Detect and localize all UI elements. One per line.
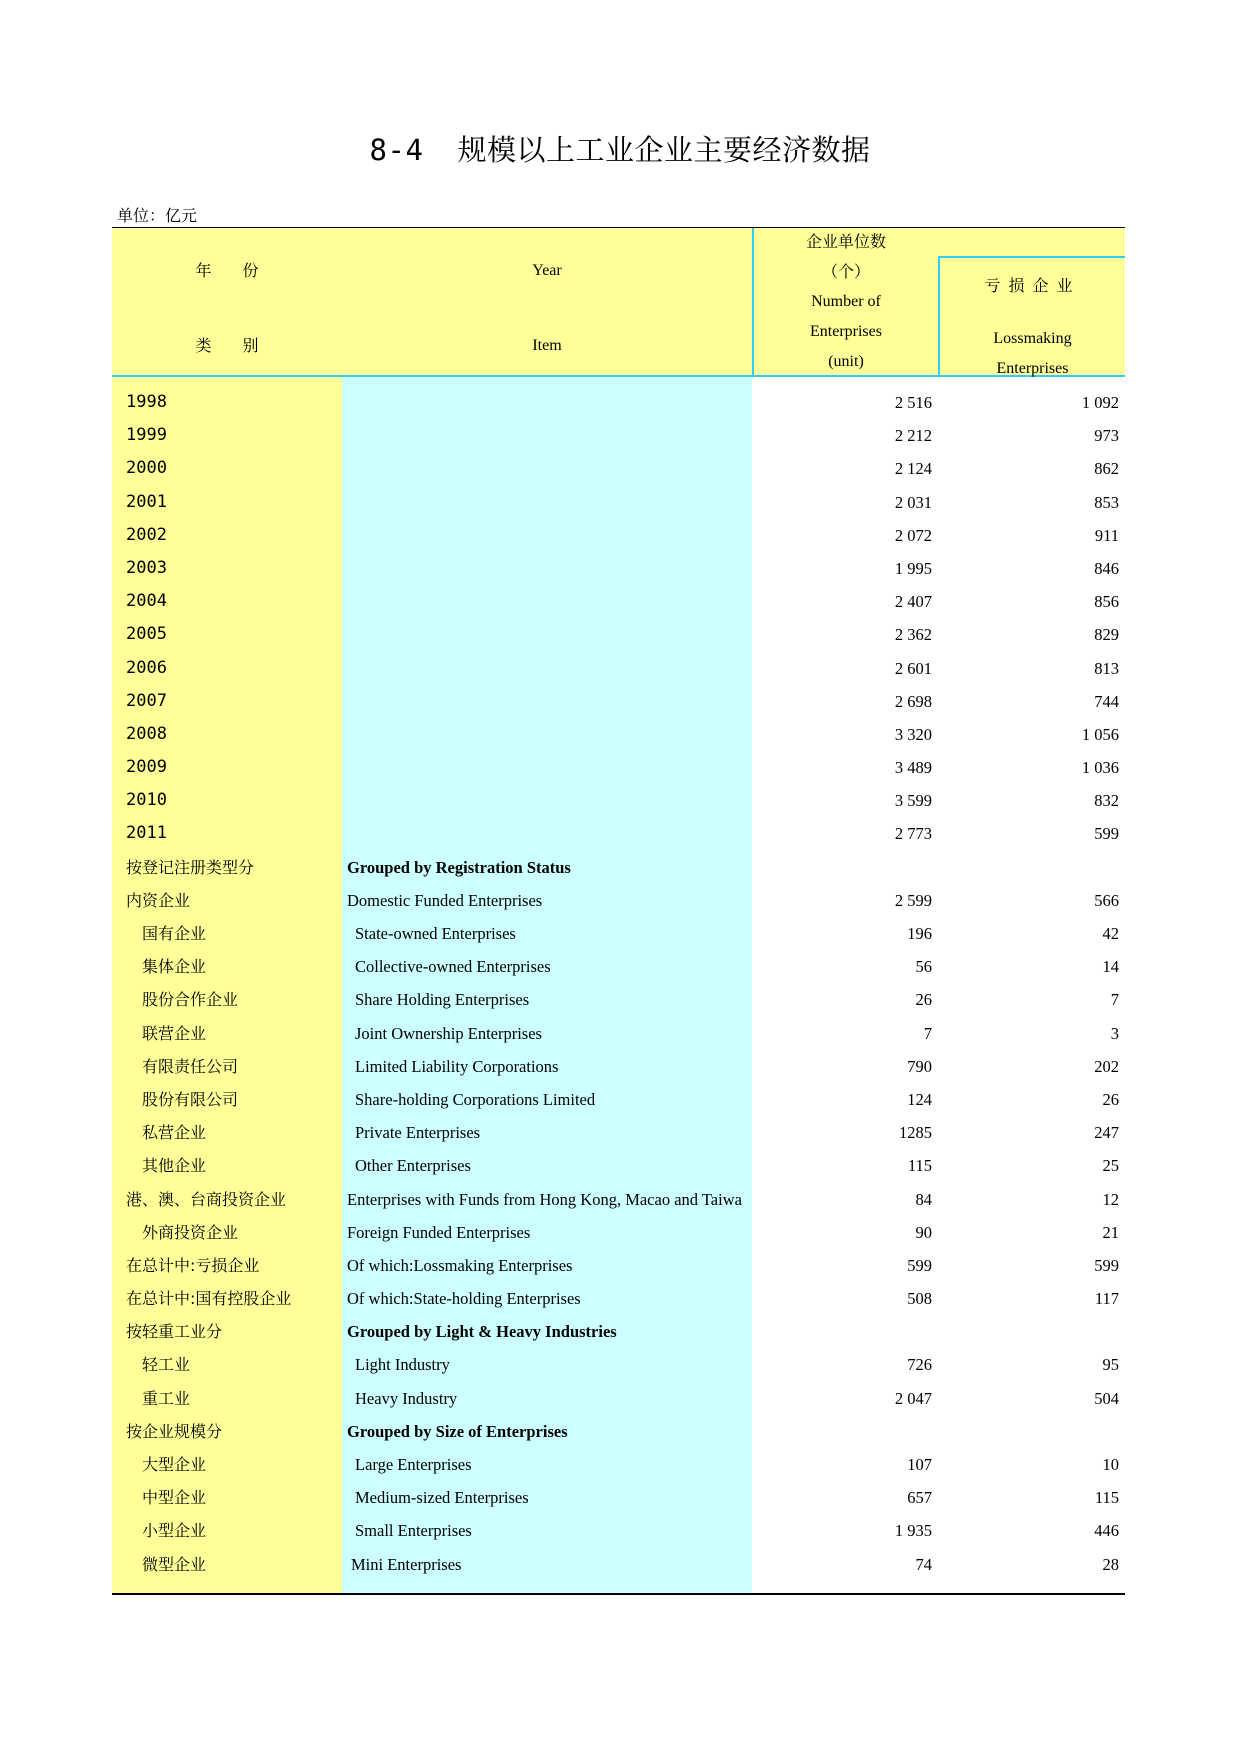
lossmaking-count-cell: 14 [1102,957,1119,977]
table-row [112,486,1125,519]
header-year-en: Year [532,262,562,279]
lossmaking-count-cell: 25 [1102,1156,1119,1176]
table-row [112,452,1125,485]
lossmaking-count-cell: 829 [1094,625,1119,645]
row-label-cn: 2011 [126,823,167,844]
row-label-en: Grouped by Size of Enterprises [347,1421,568,1441]
lossmaking-count-cell: 115 [1094,1488,1119,1508]
row-label-cn: 在总计中:国有控股企业 [126,1289,292,1309]
enterprises-count-cell: 56 [915,957,932,977]
row-label-en: Of which:Lossmaking Enterprises [347,1255,573,1275]
lossmaking-count-cell: 599 [1094,824,1119,844]
enterprises-count-cell: 3 489 [894,758,932,778]
row-label-cn: 1998 [126,392,167,412]
row-label-en: Share-holding Corporations Limited [355,1089,596,1109]
row-label-cn: 股份合作企业 [142,990,239,1010]
table-row [112,1382,1125,1415]
header-enterprises-en3: (unit) [828,353,864,370]
row-label-cn: 2009 [126,757,167,778]
table-row [112,1315,1125,1348]
lossmaking-count-cell: 1 036 [1081,758,1119,778]
table-row [112,718,1125,751]
table-row [112,1050,1125,1083]
enterprises-count-cell: 1285 [899,1123,932,1143]
enterprises-count-cell: 726 [907,1355,932,1375]
row-label-en: Grouped by Light & Heavy Industries [347,1322,617,1342]
row-label-cn: 中型企业 [142,1488,207,1508]
lossmaking-count-cell: 26 [1102,1089,1119,1109]
row-label-cn: 在总计中:亏损企业 [126,1255,260,1275]
table-row [112,1282,1125,1315]
header-year-cn: 年 份 [195,261,259,280]
enterprises-count-cell: 7 [923,1023,932,1043]
row-label-cn: 2010 [126,790,167,811]
enterprises-count-cell: 115 [907,1156,932,1176]
unit-label: 单位：亿元 [117,206,198,225]
table-row [112,685,1125,718]
row-label-cn: 港、澳、台商投资企业 [126,1189,287,1209]
lossmaking-count-cell: 973 [1094,426,1119,446]
lossmaking-count-cell: 911 [1094,525,1119,545]
table-row [112,386,1125,419]
table-row [112,1017,1125,1050]
row-label-cn: 有限责任公司 [142,1056,239,1076]
row-label-en: Heavy Industry [355,1388,458,1408]
enterprises-count-cell: 2 212 [894,426,932,446]
enterprises-count-cell: 124 [907,1089,932,1109]
enterprises-count-cell: 3 599 [894,791,932,811]
enterprises-count-cell: 657 [907,1488,932,1508]
enterprises-count-cell: 2 599 [894,890,932,910]
row-label-en: Small Enterprises [355,1521,472,1541]
lossmaking-count-cell: 813 [1094,658,1119,678]
enterprises-count-cell: 2 601 [894,658,932,678]
row-label-cn: 大型企业 [142,1455,207,1474]
table-row [112,751,1125,784]
bottom-rule [112,1593,1125,1595]
row-label-cn: 集体企业 [142,957,207,977]
row-label-en: Medium-sized Enterprises [355,1488,529,1508]
table-row [112,1083,1125,1116]
header-lossmaking-cn: 亏损企业 [984,276,1081,295]
enterprises-count-cell: 90 [915,1222,932,1242]
top-rule [112,227,1125,228]
table-row [112,884,1125,917]
table-row [112,1149,1125,1182]
row-label-en: Joint Ownership Enterprises [355,1023,542,1043]
header-lossmaking-en1: Lossmaking [993,330,1072,347]
header-item-en: Item [532,337,562,354]
table-row [112,851,1125,884]
enterprises-count-cell: 74 [915,1554,932,1574]
row-label-cn: 按企业规模分 [126,1421,223,1441]
row-label-en: Large Enterprises [355,1455,472,1474]
lossmaking-count-cell: 504 [1094,1388,1119,1408]
enterprises-count-cell: 1 935 [894,1521,932,1541]
enterprises-count-cell: 84 [915,1189,932,1209]
row-label-cn: 2001 [126,491,167,512]
row-label-cn: 国有企业 [142,924,207,943]
header-item-cn: 类 别 [195,336,259,355]
row-label-cn: 内资企业 [126,890,191,910]
table-row [112,1216,1125,1249]
table-row [112,983,1125,1016]
row-label-cn: 2005 [126,624,167,645]
row-label-en: Of which:State-holding Enterprises [347,1289,581,1309]
lossmaking-count-cell: 95 [1102,1355,1119,1375]
table-row [112,784,1125,817]
row-label-cn: 重工业 [142,1388,191,1408]
header-enterprises-en2: Enterprises [810,323,882,340]
row-label-en: Enterprises with Funds from Hong Kong, Macao and Taiwa [347,1189,742,1209]
lossmaking-count-cell: 7 [1110,990,1119,1010]
row-label-en: Other Enterprises [355,1156,471,1176]
table-title: 规模以上工业企业主要经济数据 [457,133,871,167]
lossmaking-count-cell: 853 [1094,492,1119,512]
header-enterprises-cn: 企业单位数 [805,232,886,251]
enterprises-count-cell: 26 [915,990,932,1010]
row-label-cn: 2007 [126,690,167,711]
table-row [112,1183,1125,1216]
row-label-cn: 联营企业 [142,1023,207,1043]
table-row [112,618,1125,651]
row-label-en: Limited Liability Corporations [355,1056,559,1076]
lossmaking-count-cell: 21 [1102,1222,1119,1242]
enterprises-count-cell: 2 362 [894,625,932,645]
enterprises-count-cell: 599 [907,1255,932,1275]
row-label-cn: 小型企业 [142,1521,207,1541]
lossmaking-count-cell: 1 092 [1081,393,1119,412]
enterprises-count-cell: 508 [907,1289,932,1309]
table-row [112,1415,1125,1448]
enterprises-count-cell: 2 031 [894,492,932,512]
enterprises-count-cell: 1 995 [894,558,932,578]
lossmaking-header-rule [938,256,1125,258]
row-label-en: Mini Enterprises [351,1554,462,1574]
row-label-cn: 微型企业 [142,1554,207,1574]
header-lossmaking [940,271,1125,384]
enterprises-count-cell: 2 124 [894,459,932,479]
enterprises-count-cell: 2 047 [894,1388,932,1408]
lossmaking-count-cell: 744 [1094,691,1119,711]
row-label-en: Grouped by Registration Status [347,857,571,877]
enterprises-count-cell: 2 773 [894,824,932,844]
row-label-cn: 外商投资企业 [142,1222,239,1242]
row-label-cn: 股份有限公司 [142,1089,239,1109]
enterprises-count-cell: 2 072 [894,525,932,545]
row-label-en: Private Enterprises [355,1123,481,1143]
lossmaking-count-cell: 42 [1102,924,1119,943]
lossmaking-count-cell: 117 [1094,1289,1119,1309]
enterprises-count-cell: 2 698 [894,691,932,711]
table-row [112,1348,1125,1381]
enterprises-count-cell: 2 516 [894,393,932,412]
table-row [112,419,1125,452]
row-label-cn: 2000 [126,458,167,479]
lossmaking-count-cell: 566 [1094,890,1119,910]
lossmaking-count-cell: 862 [1094,459,1119,479]
lossmaking-count-cell: 12 [1102,1189,1119,1209]
header-enterprises-en1: Number of [811,293,881,310]
table-row [112,950,1125,983]
row-label-cn: 私营企业 [142,1123,207,1143]
row-label-en: Foreign Funded Enterprises [347,1222,531,1242]
row-label-cn: 2006 [126,657,167,678]
enterprises-count-cell: 3 320 [894,724,932,744]
lossmaking-count-cell: 846 [1094,558,1119,578]
enterprises-count-cell: 790 [907,1056,932,1076]
row-label-en: Collective-owned Enterprises [355,957,551,977]
lossmaking-count-cell: 10 [1102,1455,1119,1474]
table-row [112,519,1125,552]
row-label-en: State-owned Enterprises [355,924,516,943]
table-row [112,917,1125,950]
lossmaking-count-cell: 832 [1094,791,1119,811]
lossmaking-count-cell: 599 [1094,1255,1119,1275]
row-label-en: Light Industry [355,1355,450,1375]
row-label-cn: 2002 [126,524,167,545]
header-enterprises [754,227,938,377]
table-row [112,652,1125,685]
lossmaking-count-cell: 3 [1110,1023,1119,1043]
table-row [112,817,1125,850]
row-label-cn: 1999 [126,425,167,446]
row-label-en: Domestic Funded Enterprises [347,890,543,910]
lossmaking-count-cell: 1 056 [1081,724,1119,744]
lossmaking-count-cell: 247 [1094,1123,1119,1143]
header-lossmaking-en2: Enterprises [996,360,1069,377]
row-label-cn: 轻工业 [142,1355,191,1375]
row-label-cn: 其他企业 [142,1156,207,1176]
table-row [112,1116,1125,1149]
lossmaking-count-cell: 446 [1094,1521,1119,1541]
table-row [112,1548,1125,1581]
table-row [112,1514,1125,1547]
enterprises-count-cell: 2 407 [894,592,932,612]
enterprises-count-cell: 107 [907,1455,932,1474]
row-label-cn: 2003 [126,557,167,578]
row-label-cn: 按登记注册类型分 [126,857,255,877]
table-row [112,1249,1125,1282]
table-row [112,585,1125,618]
row-label-cn: 2008 [126,723,167,744]
table-row [112,1481,1125,1514]
lossmaking-count-cell: 856 [1094,592,1119,612]
row-label-cn: 按轻重工业分 [126,1322,223,1342]
lossmaking-count-cell: 28 [1102,1554,1119,1574]
row-label-en: Share Holding Enterprises [355,990,530,1010]
table-row [112,552,1125,585]
page-title [0,128,1240,169]
table-number: 8-4 [369,133,424,167]
lossmaking-count-cell: 202 [1094,1056,1119,1076]
table-body [112,386,1125,1581]
enterprises-count-cell: 196 [907,924,932,943]
header-enterprises-unit-cn: （个） [821,262,870,281]
table-row [112,1448,1125,1481]
row-label-cn: 2004 [126,591,167,612]
